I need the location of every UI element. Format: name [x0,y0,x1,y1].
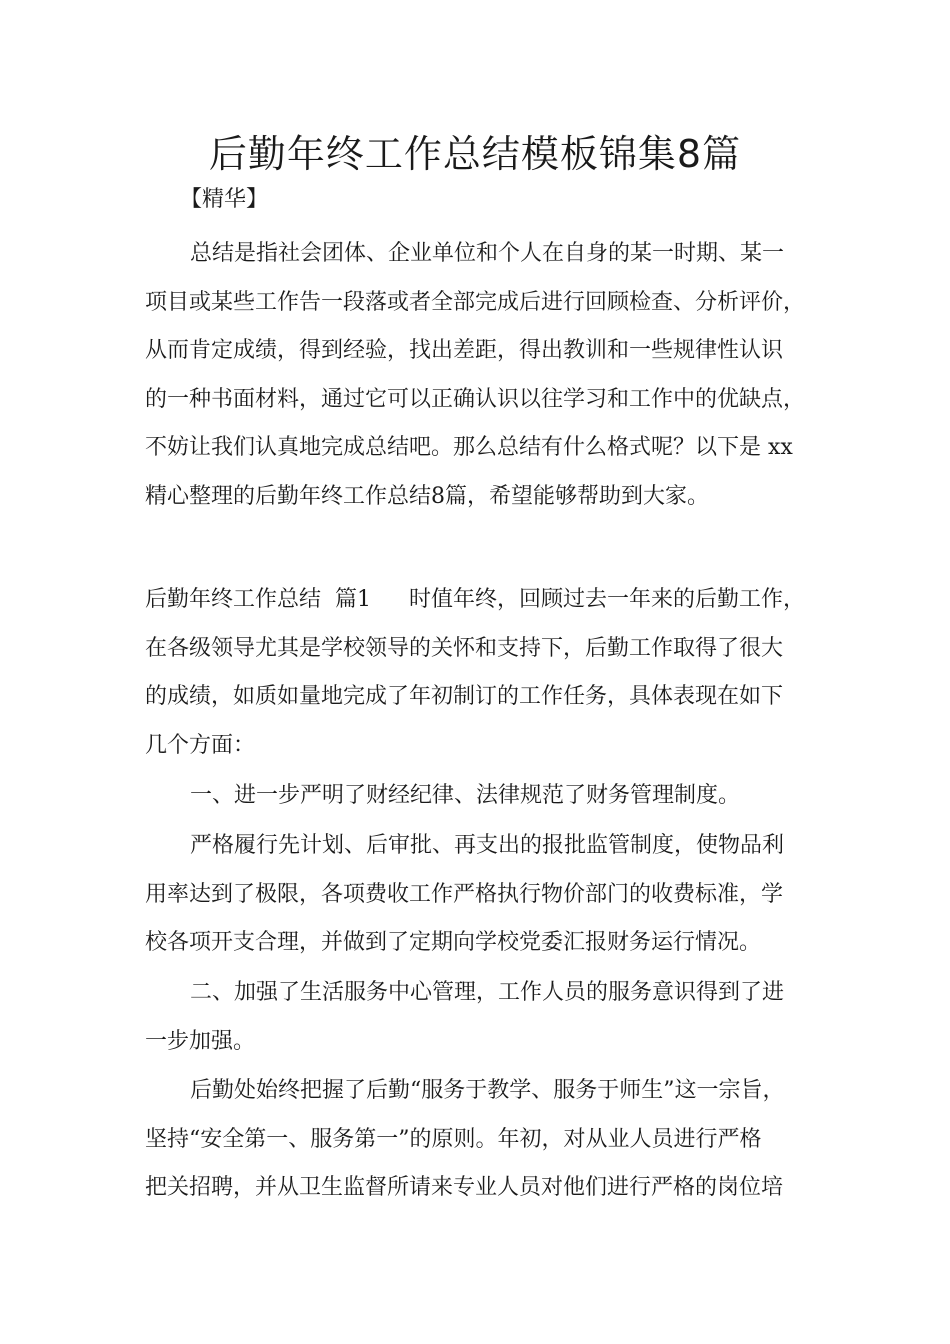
section1-line: 的成绩，如质如量地完成了年初制订的工作任务，具体表现在如下 [145,684,784,709]
heading2-paragraph [145,969,815,1066]
body2-line: 把关招聘，并从卫生监督所请来专业人员对他们进行严格的岗位培 [145,1175,784,1200]
section1-paragraph [145,576,815,770]
section1-first-line [145,576,815,625]
body1-paragraph [145,822,815,968]
heading1-paragraph [145,772,815,821]
body1-line: 校各项开支合理，并做到了定期向学校党委汇报财务运行情况。 [145,930,762,955]
heading1: 一、进一步严明了财经纪律、法律规范了财务管理制度。 [190,783,741,808]
document-title: 后勤年终工作总结模板锦集8篇 [208,132,742,176]
heading2-line: 二、加强了生活服务中心管理，工作人员的服务意识得到了进 [190,980,785,1005]
body2-paragraph [145,1067,815,1213]
section1-line: 几个方面： [145,732,256,758]
body2-line: 坚持“安全第一、服务第一”的原则。年初，对从业人员进行严格 [145,1126,762,1152]
body1-line: 用率达到了极限，各项费收工作严格执行物价部门的收费标准，学 [145,881,784,907]
intro-paragraph [145,230,815,521]
intro-line: 不妨让我们认真地完成总结吧。那么总结有什么格式呢？以下是 xx [145,435,793,460]
intro-line: 的一种书面材料，通过它可以正确认识以往学习和工作中的优缺点， [145,386,806,412]
essence-tag: 【精华】 [180,187,269,212]
section1-label: 后勤年终工作总结 篇1 [145,587,371,612]
body1-line: 严格履行先计划、后审批、再支出的报批监管制度，使物品利 [190,833,785,858]
intro-line: 从而肯定成绩，得到经验，找出差距，得出教训和一些规律性认识 [145,338,784,363]
body2-line: 后勤处始终把握了后勤“服务于教学、服务于师生”这一宗旨， [190,1078,785,1103]
heading2-line: 一步加强。 [145,1028,256,1054]
intro-line: 项目或某些工作告一段落或者全部完成后进行回顾检查、分析评价， [145,289,806,315]
section1-line: 在各级领导尤其是学校领导的关怀和支持下，后勤工作取得了很大 [145,635,784,661]
section1-first-text: 时值年终，回顾过去一年来的后勤工作， [408,587,805,612]
intro-line: 精心整理的后勤年终工作总结8篇，希望能够帮助到大家。 [145,483,709,509]
intro-line: 总结是指社会团体、企业单位和个人在自身的某一时期、某一 [190,241,785,266]
